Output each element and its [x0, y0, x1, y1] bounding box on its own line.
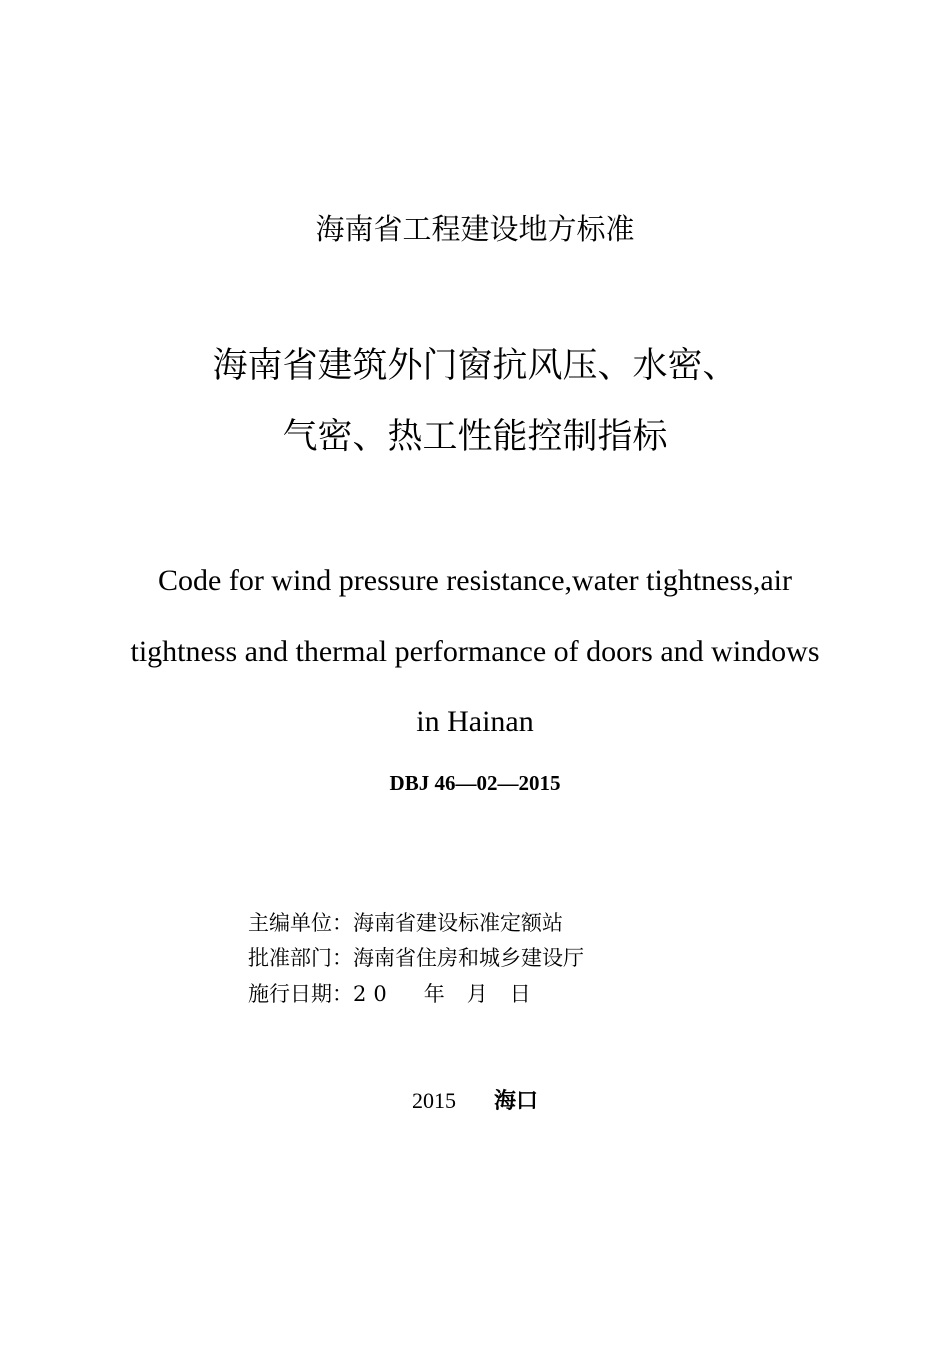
standard-code: DBJ 46—02—2015	[389, 771, 561, 795]
approver-value: 海南省住房和城乡建设厅	[353, 946, 584, 970]
effective-date-row	[248, 979, 531, 1009]
effective-label: 施行日期：	[248, 982, 353, 1006]
standard-type-heading: 海南省工程建设地方标准	[315, 212, 635, 246]
publish-city: 海口	[493, 1089, 538, 1114]
approver-label: 批准部门：	[248, 946, 353, 970]
editor-label: 主编单位：	[248, 911, 353, 935]
title-en-line3: in Hainan	[416, 705, 534, 738]
effective-year-unit: 年	[423, 982, 445, 1006]
effective-day-unit: 日	[509, 982, 531, 1006]
title-en-line2: tightness and thermal performance of doors and windows	[130, 635, 820, 668]
effective-month-unit: 月	[466, 982, 488, 1006]
effective-year: 20	[353, 982, 394, 1006]
publication-footer	[0, 1086, 950, 1117]
title-cn-line1: 海南省建筑外门窗抗风压、水密、	[212, 346, 738, 386]
title-cn-line2: 气密、热工性能控制指标	[282, 417, 668, 457]
approver-row	[248, 943, 584, 973]
publish-year: 2015	[411, 1088, 456, 1113]
editor-value: 海南省建设标准定额站	[353, 911, 563, 935]
editor-row	[248, 908, 563, 938]
title-en-line1: Code for wind pressure resistance,water tightness,air	[158, 564, 792, 597]
